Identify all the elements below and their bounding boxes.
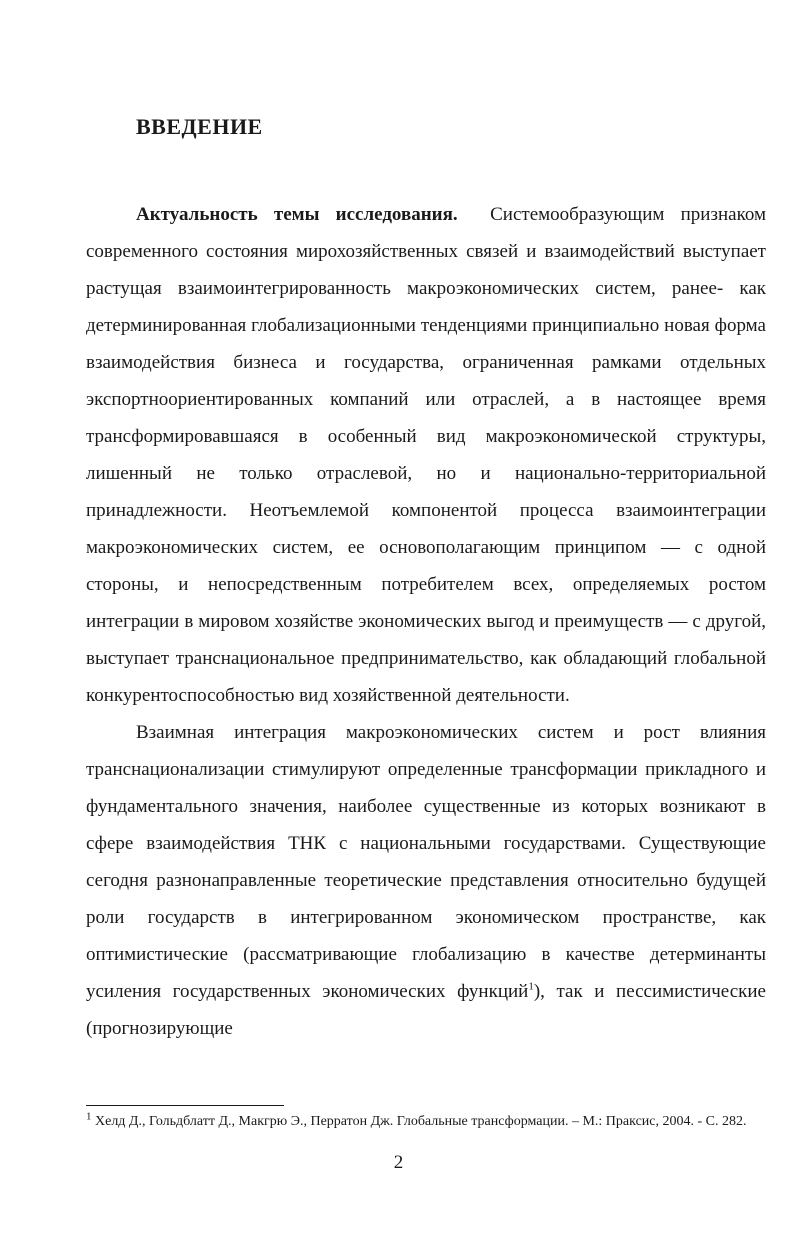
footnote-divider: [86, 1105, 284, 1106]
paragraph-relevance: [86, 196, 766, 714]
footnote-reference[interactable]: 1: [528, 980, 534, 993]
body-text: [86, 196, 766, 1047]
footnote-marker: 1: [86, 1110, 92, 1123]
footnote: [86, 1112, 776, 1132]
paragraph-lead: Актуальность темы исследования.: [136, 204, 458, 225]
page-number: 2: [393, 1152, 404, 1173]
section-heading: ВВЕДЕНИЕ: [136, 114, 263, 139]
paragraph-text-after-ref: ), так и пессимистические (прогнозирующие: [86, 981, 766, 1039]
paragraph-text-before-ref: Взаимная интеграция макроэкономических систем и рост влияния транснационализации стимулируют определенные трансформации прикладного и фундаментального значения, наиболее существенные из которых возникают в сфере взаимодействия ТНК с национальными государствами. Существующие сегодня разнонаправленные теоретические представления относительно будущей роли государств в интегрированном экономическом пространстве, как оптимистические (рассматривающие глобализацию в качестве детерминанты усиления государственных экономических функций: [86, 722, 766, 1002]
paragraph-integration: [86, 714, 766, 1047]
paragraph-text: Системообразующим признаком современного состояния мирохозяйственных связей и взаимодействий выступает растущая взаимоинтегрированность макроэкономических систем, ранее- как детерминированная глобализационными тенденциями принципиально новая форма взаимодействия бизнеса и государства, ограниченная рамками отдельных экспортноориентированных компаний или отраслей, а в настоящее время трансформировавшаяся в особенный вид макроэкономической структуры, лишенный не только отраслевой, но и национально-территориальной принадлежности. Неотъемлемой компонентой процесса взаимоинтеграции макроэкономических систем, ее основополагающим принципом — с одной стороны, и непосредственным потребителем всех, определяемых ростом интеграции в мировом хозяйстве экономических выгод и преимуществ — с другой, выступает транснациональное предпринимательство, как обладающий глобальной конкурентоспособностью вид хозяйственной деятельности.: [86, 204, 766, 706]
footnote-text: Хелд Д., Гольдблатт Д., Макгрю Э., Перратон Дж. Глобальные трансформации. – М.: Праксис, 2004. - С. 282.: [95, 1114, 747, 1129]
